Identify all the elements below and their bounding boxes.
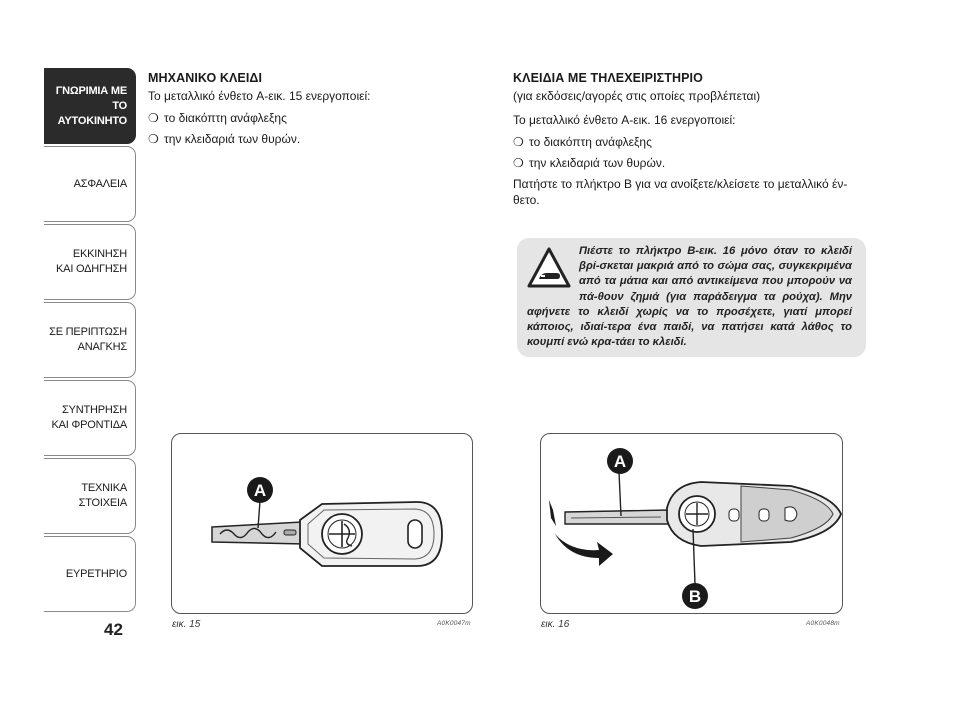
mechanical-key-illustration: [172, 434, 472, 613]
label-a: A: [613, 452, 627, 471]
tab-safety[interactable]: [44, 146, 136, 222]
tab-starting-driving[interactable]: [44, 224, 136, 300]
warning-hand-icon: [527, 246, 571, 290]
list-item-text: την κλειδαριά των θυρών.: [164, 132, 301, 146]
remote-key-section: [513, 70, 873, 214]
tab-technical-data[interactable]: [44, 458, 136, 534]
list-item: [513, 155, 873, 171]
tab-label: ΑΣΦΑΛΕΙΑ: [73, 177, 127, 190]
section-heading: ΜΗΧΑΝΙΚΟ ΚΛΕΙΔΙ: [148, 71, 263, 85]
label-b: B: [688, 587, 702, 606]
list-item: [148, 131, 478, 147]
tab-label: ΣΥΝΤΗΡΗΣΗ ΚΑΙ ΦΡΟΝΤΙΔΑ: [51, 404, 127, 431]
bullet-mark: ❍: [148, 132, 159, 146]
tab-getting-to-know[interactable]: [44, 68, 136, 144]
list-item-text: το διακόπτη ανάφλεξης: [164, 111, 287, 125]
list-item-text: την κλειδαριά των θυρών.: [529, 156, 666, 170]
tab-emergency[interactable]: [44, 302, 136, 378]
bullet-mark: ❍: [513, 156, 524, 170]
remote-key-illustration: [541, 434, 842, 613]
tab-label: ΤΕΧΝΙΚΑ ΣΤΟΙΧΕΙΑ: [78, 482, 127, 509]
tab-label: ΣΕ ΠΕΡΙΠΤΩΣΗ ΑΝΑΓΚΗΣ: [49, 326, 127, 353]
tab-label: ΕΥΡΕΤΗΡΙΟ: [65, 567, 127, 580]
tab-maintenance[interactable]: [44, 380, 136, 456]
tab-label: ΕΚΚΙΝΗΣΗ ΚΑΙ ΟΔΗΓΗΣΗ: [56, 248, 127, 275]
figure-caption: εικ. 16: [541, 619, 570, 630]
figure-caption: εικ. 15: [172, 619, 201, 630]
intro-text: Το μεταλλικό ένθετο A-εικ. 16 ενεργοποιεί:: [513, 113, 736, 127]
tab-index[interactable]: [44, 536, 136, 612]
figure-code: A0K0048m: [806, 620, 840, 627]
page-number: 42: [104, 620, 123, 639]
figure-code: A0K0047m: [437, 620, 471, 627]
list-item: [148, 110, 478, 126]
label-a: A: [253, 481, 267, 500]
tab-label: ΓΝΩΡΙΜΙΑ ΜΕ ΤΟ ΑΥΤΟΚΙΝΗΤΟ: [55, 84, 127, 127]
figure-remote-key: [540, 433, 843, 614]
intro-text: Το μεταλλικό ένθετο A-εικ. 15 ενεργοποιεί:: [148, 89, 371, 103]
section-heading: ΚΛΕΙΔΙΑ ΜΕ ΤΗΛΕΧΕΙΡΙΣΤΗΡΙΟ: [513, 71, 703, 85]
chapter-sidebar: [44, 68, 136, 614]
warning-text: Πιέστε το πλήκτρο B-εικ. 16 μόνο όταν το κλειδί βρί-σκεται μακριά από το σώμα σας, συγκεκριμένα από τα μάτια και από αντικείμενα που μπορούν να πά-θουν ζημιά (για παράδειγμα τα ρούχα). Μην αφήνετε το κλειδί χωρίς να το προσέχετε, γιατί μπορεί κάποιος, ιδιαί-τερα ένα παιδί, να πατήσει κατά λάθος το κουμπί ενώ κρα-τάει το κλειδί.: [527, 245, 852, 349]
mechanical-key-section: [148, 70, 478, 152]
list-item: [513, 134, 873, 150]
bullet-mark: ❍: [513, 135, 524, 149]
bullet-mark: ❍: [148, 111, 159, 125]
list-item-text: το διακόπτη ανάφλεξης: [529, 135, 652, 149]
warning-box: [517, 238, 866, 357]
section-subheading: (για εκδόσεις/αγορές στις οποίες προβλέπεται): [513, 89, 761, 103]
figure-mechanical-key: [171, 433, 473, 614]
instruction-paragraph: Πατήστε το πλήκτρο B για να ανοίξετε/κλείσετε το μεταλλικό έν-θετο.: [513, 177, 848, 207]
